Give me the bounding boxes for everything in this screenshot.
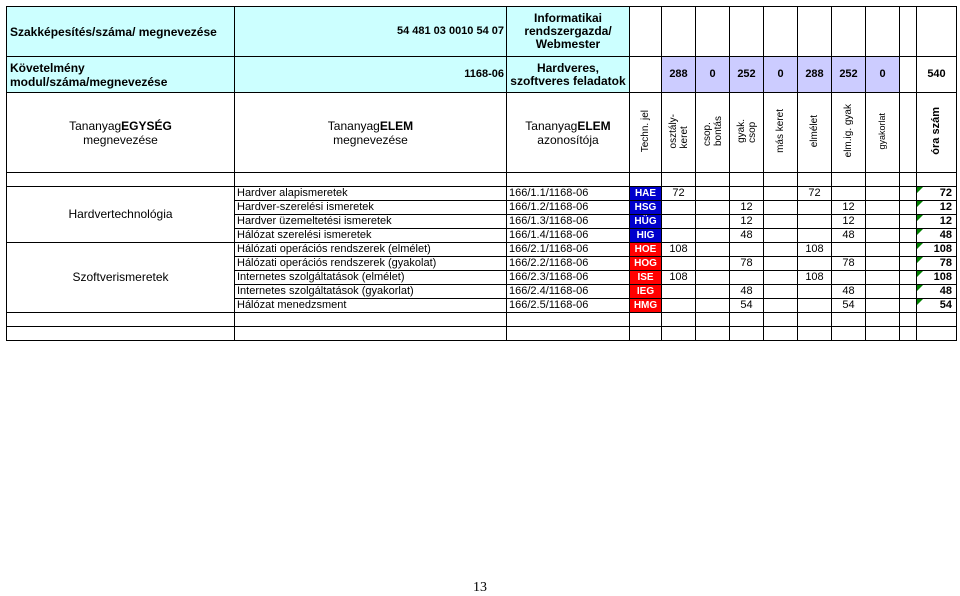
empty-cell	[764, 327, 798, 341]
col-gyakorlat: gyakorlat	[866, 93, 900, 173]
hours-elmelet: 108	[798, 271, 832, 285]
techn-jel-badge: ISE	[630, 271, 662, 285]
module-name: Hardveres, szoftveres feladatok	[507, 57, 630, 93]
module-label: Követelmény modul/száma/megnevezése	[7, 57, 235, 93]
empty-cell	[630, 327, 662, 341]
hours-osztaly	[662, 229, 696, 243]
col-osztaly-keret: osztály- keret	[662, 93, 696, 173]
empty-cell	[917, 327, 957, 341]
empty-cell	[662, 327, 696, 341]
hours-gyak: 12	[730, 215, 764, 229]
element-name: Hálózat menedzsment	[235, 299, 507, 313]
hours-gyakorlat	[866, 257, 900, 271]
empty-cell	[235, 313, 507, 327]
element-id: 166/1.1/1168-06	[507, 187, 630, 201]
techn-jel-badge: IEG	[630, 285, 662, 299]
hours-csop	[696, 229, 730, 243]
hours-elmig: 12	[832, 201, 866, 215]
element-id: 166/2.4/1168-06	[507, 285, 630, 299]
empty-cell	[900, 229, 917, 243]
col-element-id: TananyagELEM azonosítója	[507, 93, 630, 173]
hours-mas	[764, 243, 798, 257]
hours-gyak: 48	[730, 229, 764, 243]
hours-total: 78	[917, 257, 957, 271]
hours-mas	[764, 285, 798, 299]
element-id: 166/2.5/1168-06	[507, 299, 630, 313]
empty-cell	[7, 313, 235, 327]
empty-cell	[798, 313, 832, 327]
col-elm-ig-gyak: elm.ig. gyak	[832, 93, 866, 173]
empty-cell	[630, 7, 662, 57]
unit-name: Szoftverismeretek	[7, 243, 235, 313]
techn-jel-badge: HOG	[630, 257, 662, 271]
empty-cell	[630, 57, 662, 93]
empty-cell	[866, 313, 900, 327]
unit-name: Hardvertechnológia	[7, 187, 235, 243]
empty-cell	[900, 7, 917, 57]
hours-osztaly	[662, 215, 696, 229]
hours-mas	[764, 215, 798, 229]
element-name: Hálózati operációs rendszerek (gyakolat)	[235, 257, 507, 271]
hours-elmelet	[798, 257, 832, 271]
techn-jel-badge: HOE	[630, 243, 662, 257]
element-name: Hálózati operációs rendszerek (elmélet)	[235, 243, 507, 257]
element-name: Internetes szolgáltatások (elmélet)	[235, 271, 507, 285]
hours-csop	[696, 243, 730, 257]
hours-gyakorlat	[866, 271, 900, 285]
hours-elmelet: 72	[798, 187, 832, 201]
hours-gyakorlat	[866, 299, 900, 313]
empty-cell	[832, 313, 866, 327]
qualification-name: Informatikai rendszergazda/ Webmester	[507, 7, 630, 57]
empty-cell	[900, 57, 917, 93]
col-unit: TananyagEGYSÉG megnevezése	[7, 93, 235, 173]
techn-jel-badge: HIG	[630, 229, 662, 243]
empty-cell	[764, 7, 798, 57]
hours-elmig: 48	[832, 285, 866, 299]
hours-mas	[764, 299, 798, 313]
hours-gyak: 12	[730, 201, 764, 215]
hours-gyakorlat	[866, 229, 900, 243]
page-number: 13	[473, 580, 487, 595]
hours-mas	[764, 229, 798, 243]
element-id: 166/1.2/1168-06	[507, 201, 630, 215]
empty-cell	[662, 313, 696, 327]
hours-elmig: 48	[832, 229, 866, 243]
hours-elmig	[832, 271, 866, 285]
empty-cell	[900, 257, 917, 271]
hours-gyak: 48	[730, 285, 764, 299]
empty-cell	[832, 327, 866, 341]
empty-cell	[764, 313, 798, 327]
hours-elmelet	[798, 201, 832, 215]
element-id: 166/2.3/1168-06	[507, 271, 630, 285]
hours-csop	[696, 215, 730, 229]
col-element: TananyagELEM megnevezése	[235, 93, 507, 173]
hours-gyak: 54	[730, 299, 764, 313]
element-id: 166/1.3/1168-06	[507, 215, 630, 229]
empty-cell	[900, 271, 917, 285]
hours-csop	[696, 201, 730, 215]
techn-jel-badge: HSG	[630, 201, 662, 215]
table-row	[7, 187, 957, 201]
empty-row	[7, 313, 957, 327]
col-ora-szam: óra szám	[917, 93, 957, 173]
empty-cell	[235, 327, 507, 341]
empty-cell	[900, 201, 917, 215]
element-name: Internetes szolgáltatások (gyakorlat)	[235, 285, 507, 299]
empty-cell	[900, 243, 917, 257]
hours-elmig: 78	[832, 257, 866, 271]
col-csop-bontas: csop. bontás	[696, 93, 730, 173]
total-osztaly: 288	[662, 57, 696, 93]
qualification-number: 54 481 03 0010 54 07	[235, 7, 507, 57]
element-id: 166/2.1/1168-06	[507, 243, 630, 257]
hours-total: 12	[917, 215, 957, 229]
techn-jel-badge: HÜG	[630, 215, 662, 229]
hours-total: 48	[917, 229, 957, 243]
hours-csop	[696, 271, 730, 285]
empty-cell	[798, 327, 832, 341]
empty-cell	[917, 313, 957, 327]
empty-cell	[730, 313, 764, 327]
hours-csop	[696, 187, 730, 201]
hours-elmig: 54	[832, 299, 866, 313]
hours-gyakorlat	[866, 215, 900, 229]
total-ora: 540	[917, 57, 957, 93]
hours-gyak: 78	[730, 257, 764, 271]
hours-gyak	[730, 187, 764, 201]
col-elmelet: elmélet	[798, 93, 832, 173]
hours-osztaly: 108	[662, 271, 696, 285]
col-gyak-csop: gyak. csop	[730, 93, 764, 173]
hours-mas	[764, 201, 798, 215]
spacer-row	[7, 173, 957, 187]
empty-cell	[900, 299, 917, 313]
curriculum-table	[6, 6, 957, 341]
hours-gyak	[730, 271, 764, 285]
empty-cell	[730, 7, 764, 57]
hours-total: 48	[917, 285, 957, 299]
empty-cell	[630, 313, 662, 327]
empty-cell	[866, 327, 900, 341]
total-elmig: 252	[832, 57, 866, 93]
element-id: 166/1.4/1168-06	[507, 229, 630, 243]
hours-osztaly: 108	[662, 243, 696, 257]
empty-cell	[507, 327, 630, 341]
hours-csop	[696, 285, 730, 299]
hours-osztaly	[662, 257, 696, 271]
empty-row	[7, 327, 957, 341]
empty-cell	[917, 7, 957, 57]
col-techn-jel: Techn. jel	[630, 93, 662, 173]
hours-elmelet	[798, 229, 832, 243]
hours-total: 12	[917, 201, 957, 215]
empty-cell	[7, 327, 235, 341]
total-mas: 0	[764, 57, 798, 93]
total-elmelet: 288	[798, 57, 832, 93]
element-name: Hardver üzemeltetési ismeretek	[235, 215, 507, 229]
hours-csop	[696, 299, 730, 313]
empty-cell	[900, 215, 917, 229]
hours-csop	[696, 257, 730, 271]
total-gyak: 252	[730, 57, 764, 93]
hours-osztaly	[662, 201, 696, 215]
hours-total: 54	[917, 299, 957, 313]
hours-gyak	[730, 243, 764, 257]
hours-gyakorlat	[866, 285, 900, 299]
col-mas-keret: más keret	[764, 93, 798, 173]
techn-jel-badge: HAE	[630, 187, 662, 201]
hours-mas	[764, 257, 798, 271]
module-number: 1168-06	[235, 57, 507, 93]
hours-osztaly	[662, 299, 696, 313]
table-row	[7, 243, 957, 257]
total-gyakorlat: 0	[866, 57, 900, 93]
total-csop: 0	[696, 57, 730, 93]
hours-gyakorlat	[866, 187, 900, 201]
element-name: Hardver alapismeretek	[235, 187, 507, 201]
techn-jel-badge: HMG	[630, 299, 662, 313]
hours-total: 108	[917, 243, 957, 257]
hours-osztaly: 72	[662, 187, 696, 201]
hours-mas	[764, 271, 798, 285]
hours-elmig	[832, 187, 866, 201]
hours-mas	[764, 187, 798, 201]
empty-cell	[900, 313, 917, 327]
empty-cell	[696, 313, 730, 327]
hours-elmig	[832, 243, 866, 257]
hours-total: 108	[917, 271, 957, 285]
hours-elmelet: 108	[798, 243, 832, 257]
hours-elmelet	[798, 285, 832, 299]
hours-gyakorlat	[866, 201, 900, 215]
empty-cell	[900, 187, 917, 201]
hours-osztaly	[662, 285, 696, 299]
hours-elmelet	[798, 215, 832, 229]
empty-cell	[900, 327, 917, 341]
hours-elmelet	[798, 299, 832, 313]
empty-cell	[866, 7, 900, 57]
hours-elmig: 12	[832, 215, 866, 229]
element-name: Hardver-szerelési ismeretek	[235, 201, 507, 215]
empty-cell	[662, 7, 696, 57]
qualification-label: Szakképesítés/száma/ megnevezése	[7, 7, 235, 57]
empty-cell	[507, 313, 630, 327]
empty-cell	[696, 7, 730, 57]
element-id: 166/2.2/1168-06	[507, 257, 630, 271]
hours-total: 72	[917, 187, 957, 201]
empty-cell	[730, 327, 764, 341]
empty-cell	[798, 7, 832, 57]
empty-cell	[696, 327, 730, 341]
hours-gyakorlat	[866, 243, 900, 257]
empty-cell	[900, 93, 917, 173]
empty-cell	[832, 7, 866, 57]
element-name: Hálózat szerelési ismeretek	[235, 229, 507, 243]
empty-cell	[900, 285, 917, 299]
